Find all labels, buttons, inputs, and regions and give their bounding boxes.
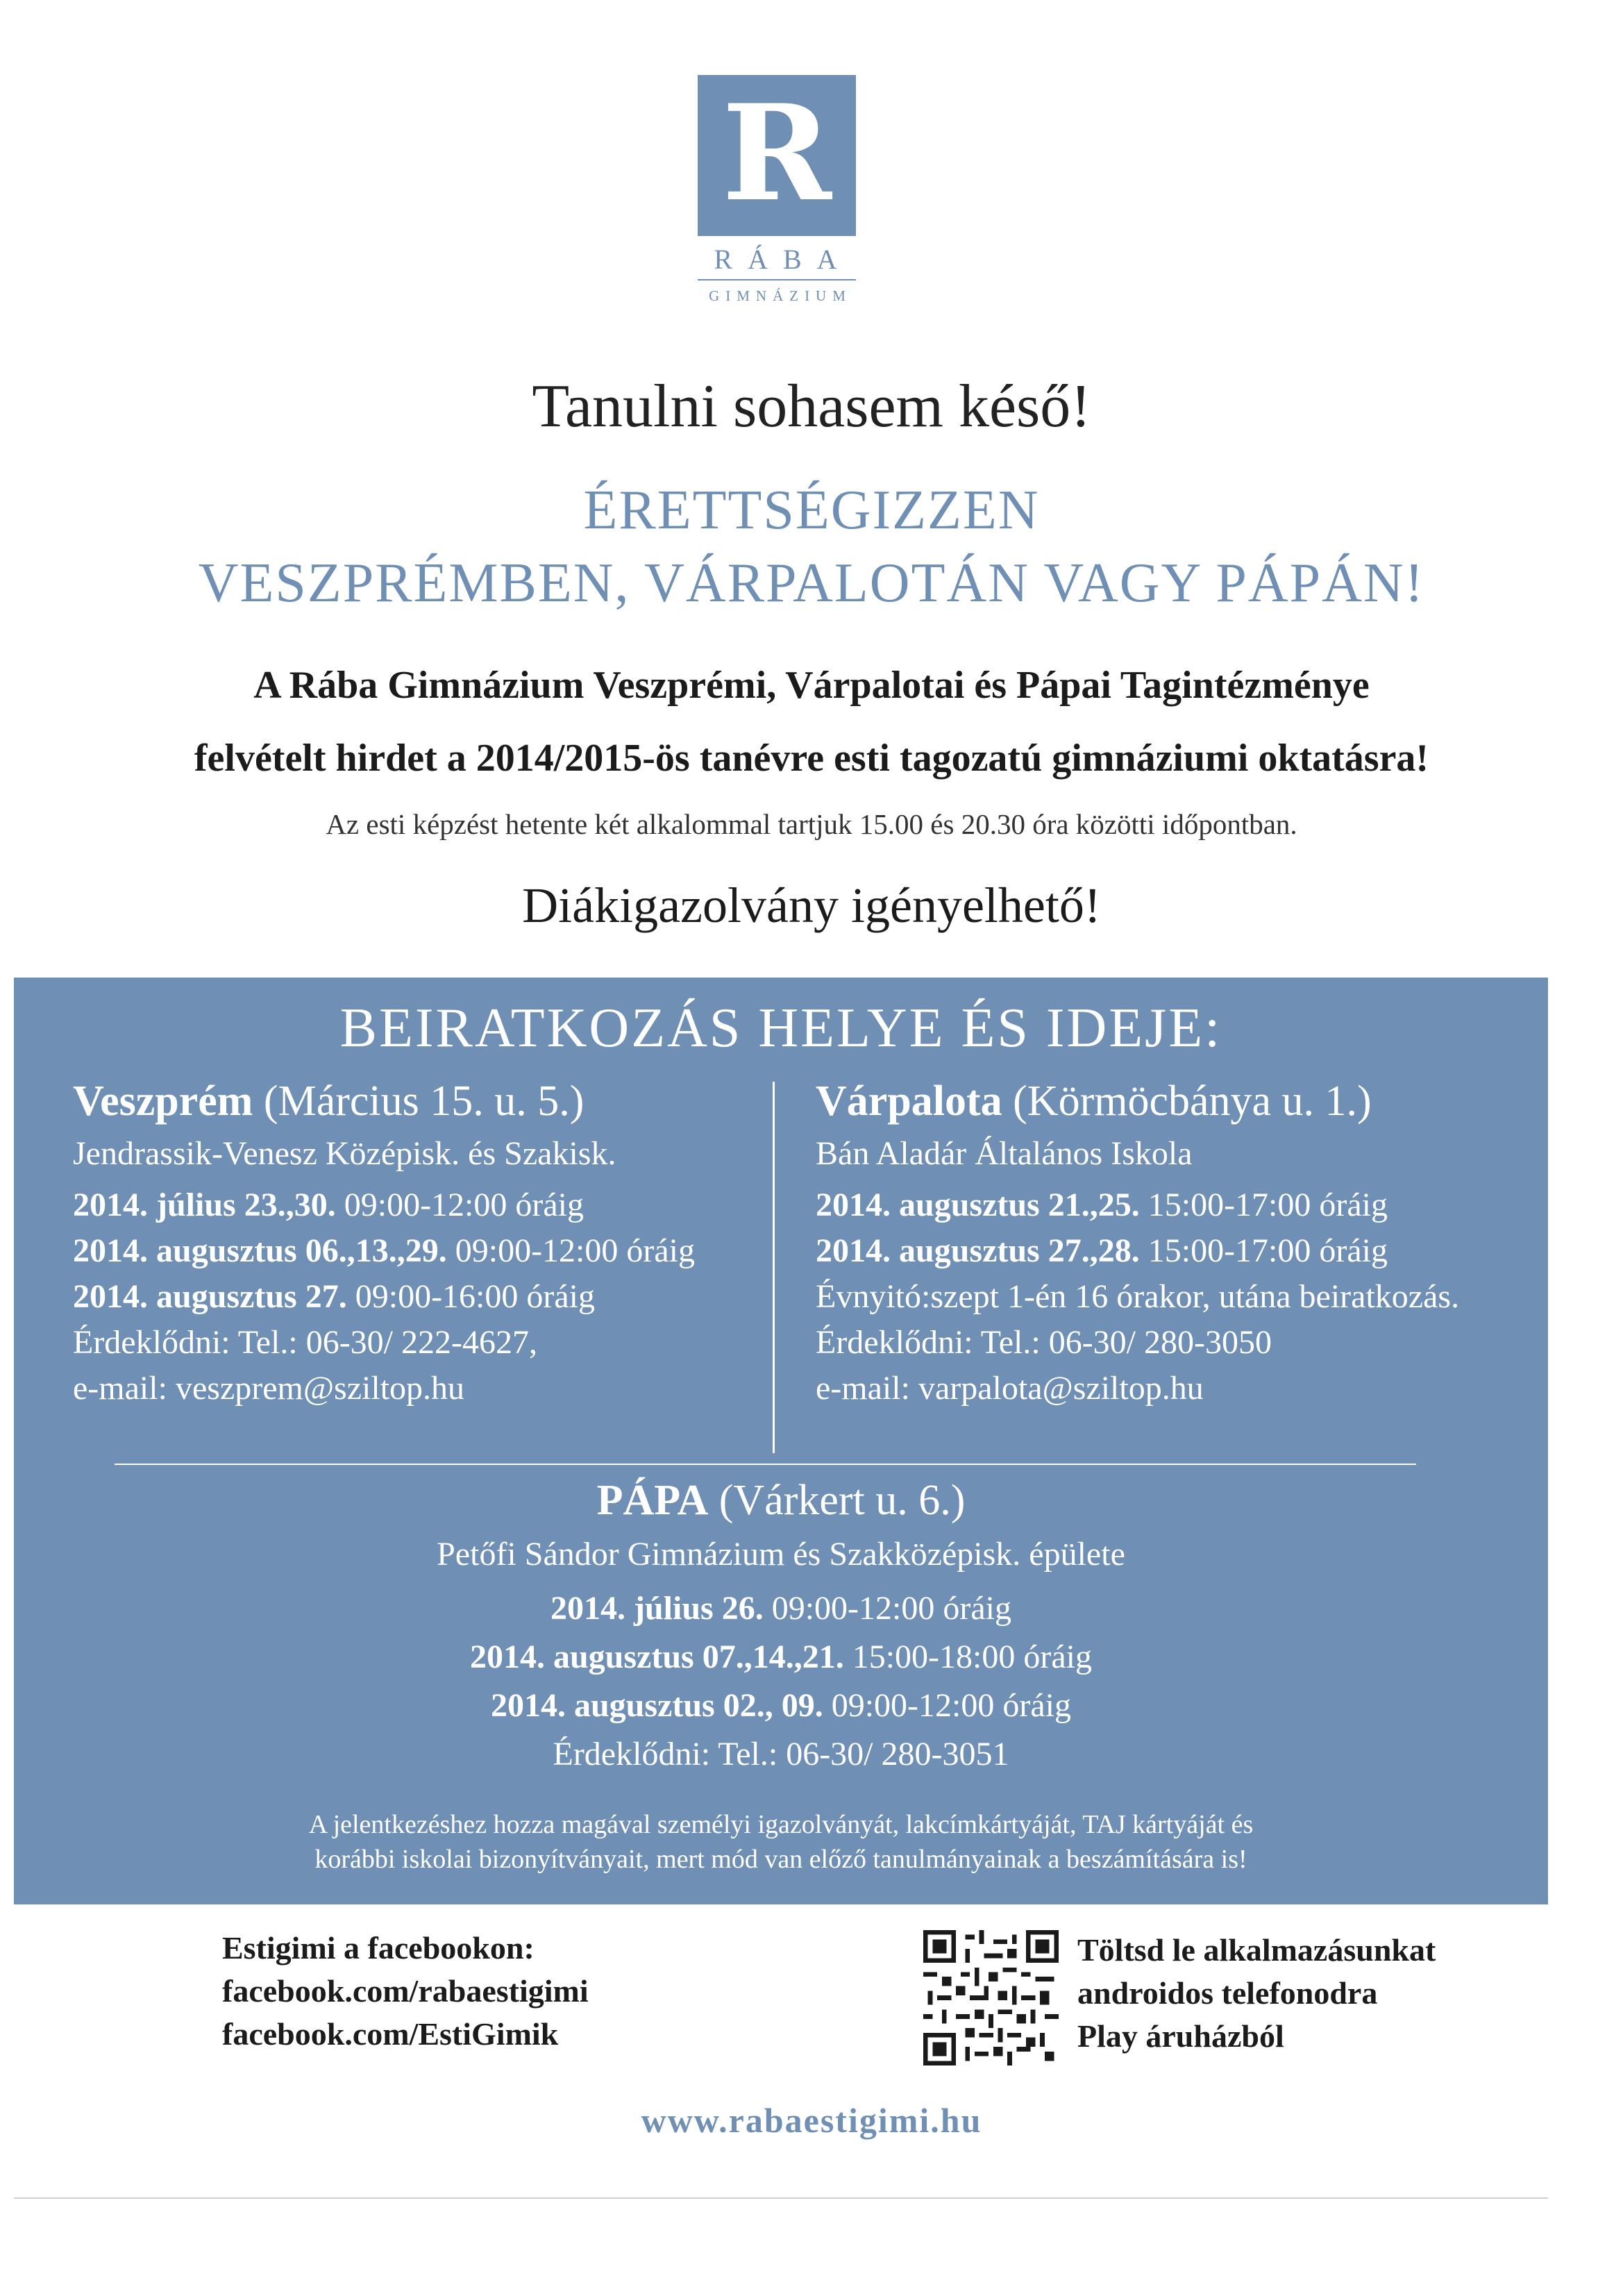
veszprem-address: (Március 15. u. 5.) [263,1078,585,1125]
papa-heading [14,1470,1548,1530]
school-logo [698,75,856,236]
papa-date-row [14,1682,1548,1730]
intro-line-2: felvételt hirdet a 2014/2015-ös tanévre esti tagozatú gimnáziumi oktatásra! [194,737,1429,780]
logo-subtitle: GIMNÁZIUM [709,287,852,304]
papa-date-row [14,1633,1548,1682]
logo-name: RÁBA [714,244,852,275]
documents-note [14,1807,1548,1877]
time: 09:00-12:00 óráig [344,1187,585,1223]
time: 09:00-12:00 óráig [771,1590,1011,1627]
intro-line-3: Az esti képzést hetente két alkalommal tartjuk 15.00 és 20.30 óra közötti időpontban. [326,808,1297,840]
date: 2014. augusztus 07.,14.,21. [469,1639,844,1675]
app-line-2: androidos telefonodra [1077,1975,1378,2011]
veszprem-city: Veszprém [73,1078,253,1125]
veszprem-school: Jendrassik-Venesz Középisk. és Szakisk. [73,1135,616,1172]
time: 15:00-18:00 óráig [852,1639,1092,1675]
varpalota-date-row [816,1182,1548,1228]
papa-section [14,1470,1548,1779]
facebook-label: Estigimi a facebookon: [222,1930,535,1966]
time: 15:00-17:00 óráig [1147,1187,1388,1223]
date: 2014. július 26. [550,1590,764,1627]
varpalota-email[interactable]: e-mail: varpalota@sziltop.hu [816,1370,1204,1407]
veszprem-phone: Érdeklődni: Tel.: 06-30/ 222-4627, [73,1324,537,1361]
time: 09:00-12:00 óráig [831,1687,1071,1724]
facebook-link-2[interactable]: facebook.com/EstiGimik [222,2016,559,2052]
veszprem-heading [73,1071,774,1131]
panel-title: BEIRATKOZÁS HELYE ÉS IDEJE: [339,998,1222,1059]
app-line-3: Play áruházból [1077,2018,1284,2054]
logo-letter: R [722,76,832,231]
papa-city: PÁPA [596,1477,709,1524]
time: 09:00-16:00 óráig [355,1278,596,1315]
varpalota-phone: Érdeklődni: Tel.: 06-30/ 280-3050 [816,1324,1272,1361]
papa-phone: Érdeklődni: Tel.: 06-30/ 280-3051 [553,1736,1009,1773]
qr-code-icon[interactable] [923,1930,1059,2065]
column-divider [773,1082,775,1453]
enrollment-panel [14,978,1548,1904]
footer-rule [14,2197,1548,2199]
varpalota-school: Bán Aladár Általános Iskola [816,1135,1193,1172]
date: 2014. július 23.,30. [73,1187,336,1223]
facebook-block [222,1927,589,2056]
facebook-link-1[interactable]: facebook.com/rabaestigimi [222,1973,589,2009]
veszprem-date-row [73,1274,774,1320]
note-line-1: A jelentkezéshez hozza magával személyi igazolványát, lakcímkártyáját, TAJ kártyáját és [308,1810,1254,1839]
papa-address: (Várkert u. 6.) [718,1477,966,1524]
time: 15:00-17:00 óráig [1147,1232,1388,1269]
section-divider [115,1464,1416,1465]
logo-divider [698,279,856,280]
app-download-block [1077,1929,1436,2058]
veszprem-column [73,1071,774,1411]
date: 2014. augusztus 27.,28. [816,1232,1140,1269]
varpalota-column [816,1071,1548,1411]
intro-line-1: A Rába Gimnázium Veszprémi, Várpalotai és Pápai Tagintézménye [253,664,1370,707]
papa-date-row [14,1584,1548,1633]
headline: Tanulni sohasem késő! [532,373,1091,440]
date: 2014. augusztus 21.,25. [816,1187,1140,1223]
varpalota-city: Várpalota [816,1078,1002,1125]
website-link[interactable]: www.rabaestigimi.hu [641,2101,982,2140]
student-id-notice: Diákigazolvány igényelhető! [522,878,1101,933]
app-line-1: Töltsd le alkalmazásunkat [1077,1932,1436,1968]
varpalota-extra: Évnyitó:szept 1-én 16 órakor, utána beiratkozás. [816,1278,1460,1315]
slogan-line-1: ÉRETTSÉGIZZEN [583,480,1040,541]
varpalota-address: (Körmöcbánya u. 1.) [1013,1078,1372,1125]
veszprem-email[interactable]: e-mail: veszprem@sziltop.hu [73,1370,465,1407]
veszprem-date-row [73,1182,774,1228]
date: 2014. augusztus 06.,13.,29. [73,1232,447,1269]
varpalota-date-row [816,1228,1548,1274]
time: 09:00-12:00 óráig [455,1232,696,1269]
note-line-2: korábbi iskolai bizonyítványait, mert mód van előző tanulmányainak a beszámítására is! [314,1845,1247,1874]
date: 2014. augusztus 02., 09. [490,1687,823,1724]
veszprem-date-row [73,1228,774,1274]
papa-school: Petőfi Sándor Gimnázium és Szakközépisk. épülete [437,1536,1125,1573]
slogan-line-2: VESZPRÉMBEN, VÁRPALOTÁN VAGY PÁPÁN! [198,553,1425,614]
date: 2014. augusztus 27. [73,1278,347,1315]
varpalota-heading [816,1071,1548,1131]
